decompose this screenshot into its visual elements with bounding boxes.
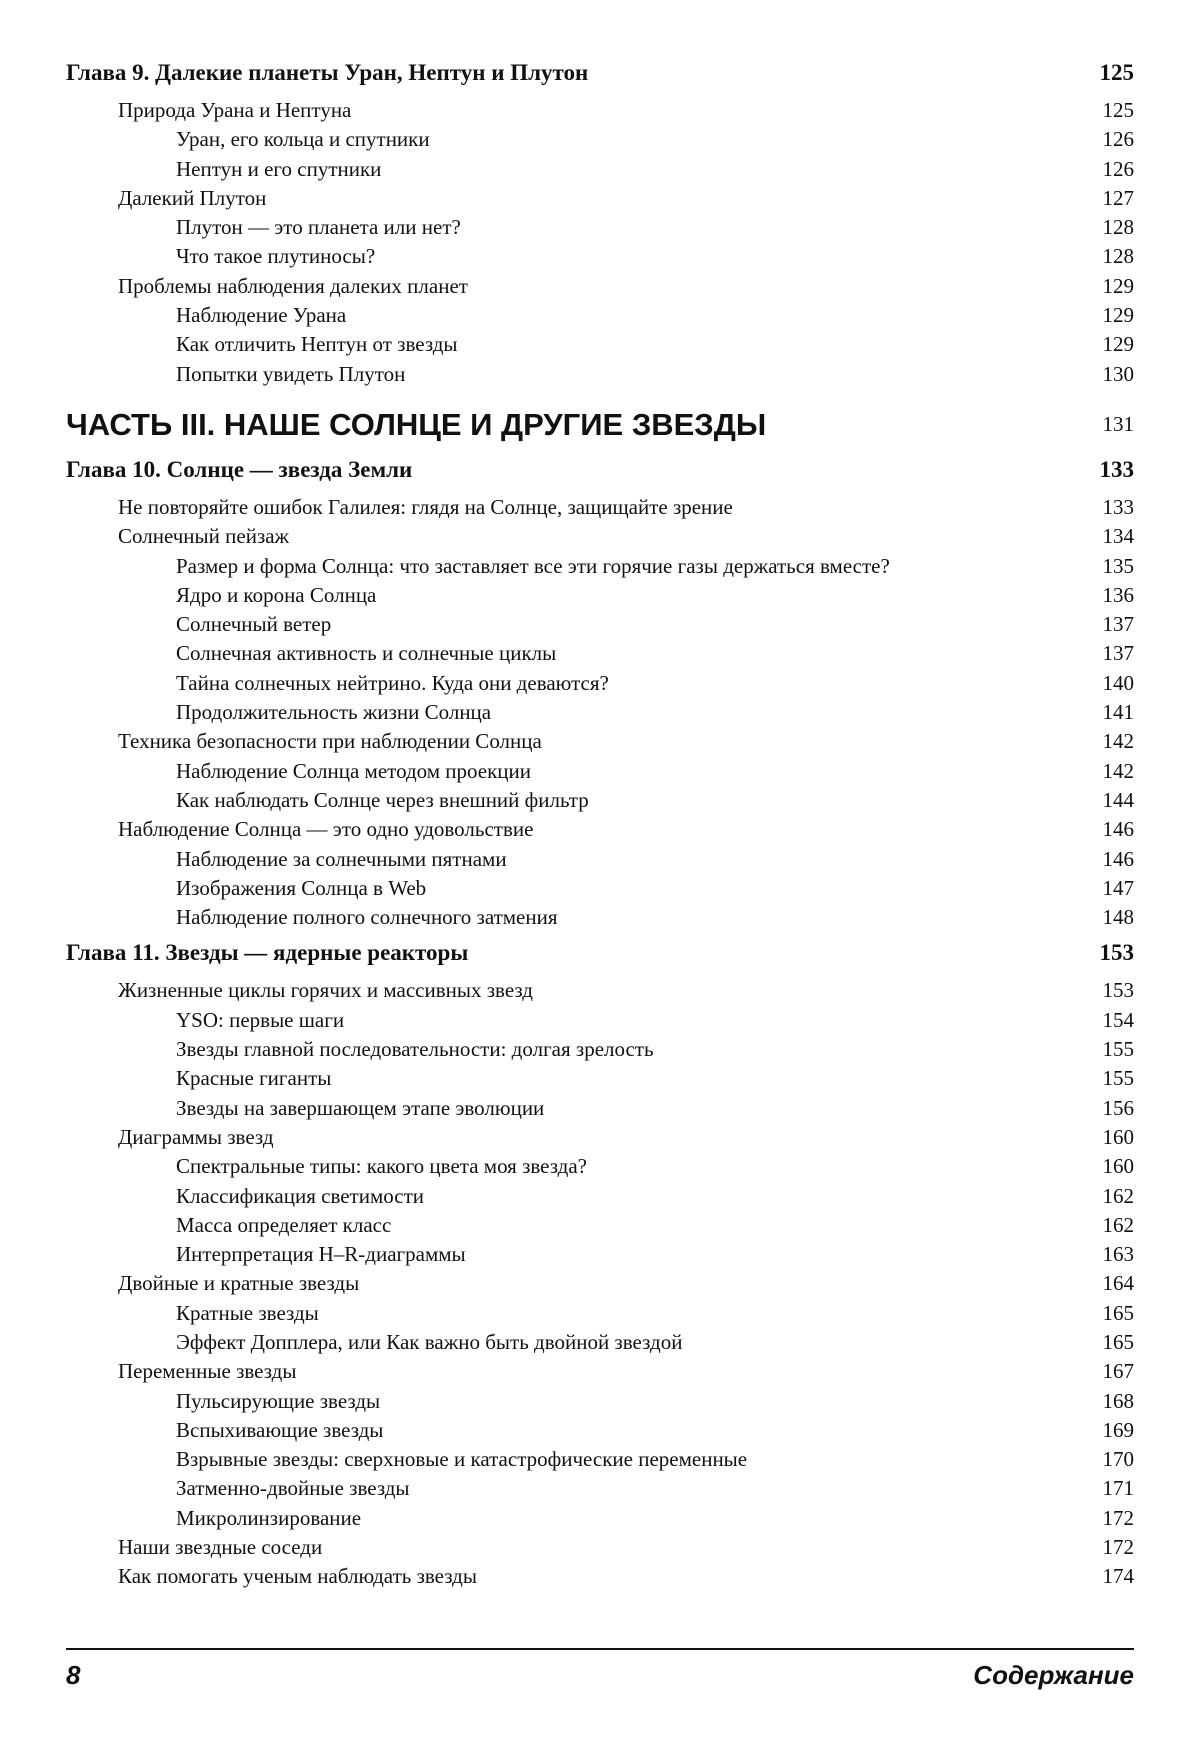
toc-entry-page: 165 xyxy=(1102,1329,1134,1354)
toc-entry-page: 148 xyxy=(1102,905,1134,930)
toc-chapter-entry xyxy=(66,457,1134,495)
toc-entry-title: Как отличить Нептун от звезды xyxy=(176,332,458,357)
toc-entry-title: Солнечный пейзаж xyxy=(118,524,290,549)
toc-subsection-entry xyxy=(66,612,1134,641)
toc-subsection-entry xyxy=(66,876,1134,905)
toc-entry-title: Кратные звезды xyxy=(176,1300,319,1325)
toc-entry-page: 153 xyxy=(1102,978,1134,1003)
toc-section-entry xyxy=(66,1359,1134,1388)
toc-entry-page: 144 xyxy=(1102,787,1134,812)
toc-subsection-entry xyxy=(66,905,1134,934)
toc-subsection-entry xyxy=(66,583,1134,612)
toc-section-entry xyxy=(66,495,1134,524)
toc-subsection-entry xyxy=(66,1506,1134,1535)
toc-entry-page: 153 xyxy=(1099,940,1134,966)
toc-section-entry xyxy=(66,729,1134,758)
toc-entry-title: Звезды на завершающем этапе эволюции xyxy=(176,1095,545,1120)
toc-subsection-entry xyxy=(66,847,1134,876)
toc-entry-title: Глава 9. Далекие планеты Уран, Нептун и Плутон xyxy=(66,60,589,85)
toc-entry-page: 128 xyxy=(1102,215,1134,240)
toc-entry-page: 160 xyxy=(1102,1154,1134,1179)
toc-entry-title: Как помогать ученым наблюдать звезды xyxy=(118,1564,477,1589)
toc-subsection-entry xyxy=(66,1213,1134,1242)
footer-page-number: 8 xyxy=(66,1660,81,1690)
toc-entry-title: Нептун и его спутники xyxy=(176,156,382,181)
toc-entry-title: Наши звездные соседи xyxy=(118,1535,323,1560)
toc-entry-title: Солнечная активность и солнечные циклы xyxy=(176,641,557,666)
toc-part-entry xyxy=(66,399,1134,451)
toc-entry-title: ЧАСТЬ III. НАШЕ СОЛНЦЕ И ДРУГИЕ ЗВЕЗДЫ xyxy=(66,406,767,442)
toc-entry-page: 129 xyxy=(1102,303,1134,328)
toc-subsection-entry xyxy=(66,362,1134,391)
toc-entry-title: Техника безопасности при наблюдении Солнца xyxy=(118,729,542,754)
toc-subsection-entry xyxy=(66,1301,1134,1330)
toc-entry-title: Звезды главной последовательности: долгая зрелость xyxy=(176,1037,654,1062)
toc-entry-page: 162 xyxy=(1102,1183,1134,1208)
toc-subsection-entry xyxy=(66,759,1134,788)
toc-entry-page: 125 xyxy=(1099,60,1134,85)
toc-section-entry xyxy=(66,98,1134,127)
toc-entry-title: Микролинзирование xyxy=(176,1505,362,1530)
toc-entry-page: 133 xyxy=(1099,456,1134,482)
toc-entry-title: Проблемы наблюдения далеких планет xyxy=(118,273,468,298)
toc-section-entry xyxy=(66,186,1134,215)
toc-entry-title: Глава 10. Солнце — звезда Земли xyxy=(66,456,413,482)
toc-entry-title: Масса определяет класс xyxy=(176,1212,392,1237)
toc-entry-page: 136 xyxy=(1102,582,1134,607)
toc-entry-title: Диаграммы звезд xyxy=(118,1124,274,1149)
toc-entry-page: 130 xyxy=(1102,361,1134,386)
toc-subsection-entry xyxy=(66,332,1134,361)
toc-entry-page: 160 xyxy=(1102,1124,1134,1149)
toc-entry-page: 134 xyxy=(1102,524,1134,549)
toc-section-entry xyxy=(66,978,1134,1007)
toc-entry-page: 168 xyxy=(1102,1388,1134,1413)
toc-entry-page: 128 xyxy=(1102,244,1134,269)
toc-entry-page: 165 xyxy=(1102,1300,1134,1325)
toc-entry-title: Тайна солнечных нейтрино. Куда они деваются? xyxy=(176,670,609,695)
toc-entry-page: 170 xyxy=(1102,1447,1134,1472)
toc-entry-title: Жизненные циклы горячих и массивных звезд xyxy=(118,978,533,1003)
toc-section-entry xyxy=(66,1564,1134,1593)
toc-entry-title: Уран, его кольца и спутники xyxy=(176,127,430,152)
toc-entry-title: Глава 11. Звезды — ядерные реакторы xyxy=(66,940,469,966)
toc-entry-page: 155 xyxy=(1102,1066,1134,1091)
toc-subsection-entry xyxy=(66,157,1134,186)
toc-section-entry xyxy=(66,817,1134,846)
toc-section-entry xyxy=(66,1125,1134,1154)
toc-entry-title: Красные гиганты xyxy=(176,1066,332,1091)
toc-entry-page: 133 xyxy=(1102,494,1134,519)
toc-subsection-entry xyxy=(66,1096,1134,1125)
toc-entry-title: Природа Урана и Нептуна xyxy=(118,98,352,122)
toc-entry-title: Далекий Плутон xyxy=(118,185,267,210)
toc-entry-title: Наблюдение Урана xyxy=(176,303,347,328)
toc-entry-page: 129 xyxy=(1102,332,1134,357)
toc-entry-page: 171 xyxy=(1102,1476,1134,1501)
toc-entry-page: 162 xyxy=(1102,1212,1134,1237)
toc-entry-title: Пульсирующие звезды xyxy=(176,1388,381,1413)
toc-section-entry xyxy=(66,1535,1134,1564)
toc-subsection-entry xyxy=(66,1008,1134,1037)
toc-entry-page: 172 xyxy=(1102,1505,1134,1530)
toc-entry-page: 131 xyxy=(1102,412,1134,437)
toc-entry-page: 140 xyxy=(1102,670,1134,695)
toc-entry-title: Эффект Допплера, или Как важно быть двойной звездой xyxy=(176,1329,683,1354)
toc-subsection-entry xyxy=(66,1418,1134,1447)
toc-entry-title: YSO: первые шаги xyxy=(176,1007,345,1032)
toc-entry-title: Плутон — это планета или нет? xyxy=(176,215,461,240)
toc-section-entry xyxy=(66,524,1134,553)
toc-subsection-entry xyxy=(66,1447,1134,1476)
toc-entry-title: Не повторяйте ошибок Галилея: глядя на Солнце, защищайте зрение xyxy=(118,494,733,519)
table-of-contents xyxy=(66,60,1134,1594)
toc-entry-page: 147 xyxy=(1102,875,1134,900)
toc-entry-title: Наблюдение полного солнечного затмения xyxy=(176,905,558,930)
toc-subsection-entry xyxy=(66,1154,1134,1183)
toc-entry-title: Как наблюдать Солнце через внешний фильтр xyxy=(176,787,589,812)
toc-entry-title: Взрывные звезды: сверхновые и катастрофические переменные xyxy=(176,1447,748,1472)
toc-entry-page: 169 xyxy=(1102,1417,1134,1442)
toc-entry-title: Спектральные типы: какого цвета моя звезда? xyxy=(176,1154,587,1179)
toc-entry-title: Наблюдение Солнца — это одно удовольствие xyxy=(118,817,534,842)
toc-subsection-entry xyxy=(66,1242,1134,1271)
toc-section-entry xyxy=(66,1271,1134,1300)
toc-subsection-entry xyxy=(66,1476,1134,1505)
toc-entry-page: 155 xyxy=(1102,1037,1134,1062)
toc-subsection-entry xyxy=(66,788,1134,817)
toc-chapter-entry xyxy=(66,60,1134,98)
toc-entry-title: Размер и форма Солнца: что заставляет все эти горячие газы держаться вместе? xyxy=(176,553,890,578)
toc-subsection-entry xyxy=(66,127,1134,156)
toc-entry-page: 164 xyxy=(1102,1271,1134,1296)
toc-entry-title: Переменные звезды xyxy=(118,1359,297,1384)
page-footer xyxy=(66,1660,1134,1691)
toc-entry-page: 125 xyxy=(1102,98,1134,122)
toc-entry-page: 163 xyxy=(1102,1242,1134,1267)
toc-entry-title: Двойные и кратные звезды xyxy=(118,1271,360,1296)
toc-entry-page: 146 xyxy=(1102,817,1134,842)
toc-entry-page: 167 xyxy=(1102,1359,1134,1384)
toc-entry-page: 154 xyxy=(1102,1007,1134,1032)
toc-entry-page: 172 xyxy=(1102,1535,1134,1560)
toc-entry-title: Ядро и корона Солнца xyxy=(176,582,377,607)
toc-entry-page: 156 xyxy=(1102,1095,1134,1120)
toc-entry-title: Наблюдение Солнца методом проекции xyxy=(176,758,532,783)
toc-entry-title: Наблюдение за солнечными пятнами xyxy=(176,846,507,871)
toc-entry-page: 127 xyxy=(1102,185,1134,210)
toc-entry-page: 137 xyxy=(1102,612,1134,637)
toc-subsection-entry xyxy=(66,215,1134,244)
toc-entry-page: 142 xyxy=(1102,729,1134,754)
toc-subsection-entry xyxy=(66,1184,1134,1213)
toc-entry-title: Затменно-двойные звезды xyxy=(176,1476,410,1501)
toc-entry-title: Классификация светимости xyxy=(176,1183,425,1208)
toc-section-entry xyxy=(66,274,1134,303)
toc-entry-page: 135 xyxy=(1102,553,1134,578)
toc-subsection-entry xyxy=(66,303,1134,332)
toc-subsection-entry xyxy=(66,554,1134,583)
toc-subsection-entry xyxy=(66,1330,1134,1359)
toc-entry-page: 126 xyxy=(1102,127,1134,152)
toc-subsection-entry xyxy=(66,1389,1134,1418)
toc-entry-page: 126 xyxy=(1102,156,1134,181)
toc-entry-title: Интерпретация H–R-диаграммы xyxy=(176,1242,466,1267)
toc-subsection-entry xyxy=(66,641,1134,670)
toc-entry-page: 174 xyxy=(1102,1564,1134,1589)
toc-entry-title: Продолжительность жизни Солнца xyxy=(176,700,492,725)
toc-subsection-entry xyxy=(66,671,1134,700)
toc-entry-title: Попытки увидеть Плутон xyxy=(176,361,406,386)
toc-entry-title: Что такое плутиносы? xyxy=(176,244,376,269)
toc-subsection-entry xyxy=(66,1066,1134,1095)
toc-subsection-entry xyxy=(66,244,1134,273)
toc-subsection-entry xyxy=(66,700,1134,729)
footer-rule xyxy=(66,1648,1134,1650)
toc-entry-page: 141 xyxy=(1102,700,1134,725)
toc-entry-page: 137 xyxy=(1102,641,1134,666)
toc-entry-page: 142 xyxy=(1102,758,1134,783)
toc-entry-title: Изображения Солнца в Web xyxy=(176,875,427,900)
toc-entry-title: Солнечный ветер xyxy=(176,612,332,637)
toc-entry-page: 129 xyxy=(1102,273,1134,298)
toc-subsection-entry xyxy=(66,1037,1134,1066)
toc-chapter-entry xyxy=(66,940,1134,978)
toc-entry-page: 146 xyxy=(1102,846,1134,871)
toc-entry-title: Вспыхивающие звезды xyxy=(176,1417,384,1442)
footer-section-title: Содержание xyxy=(973,1660,1134,1690)
